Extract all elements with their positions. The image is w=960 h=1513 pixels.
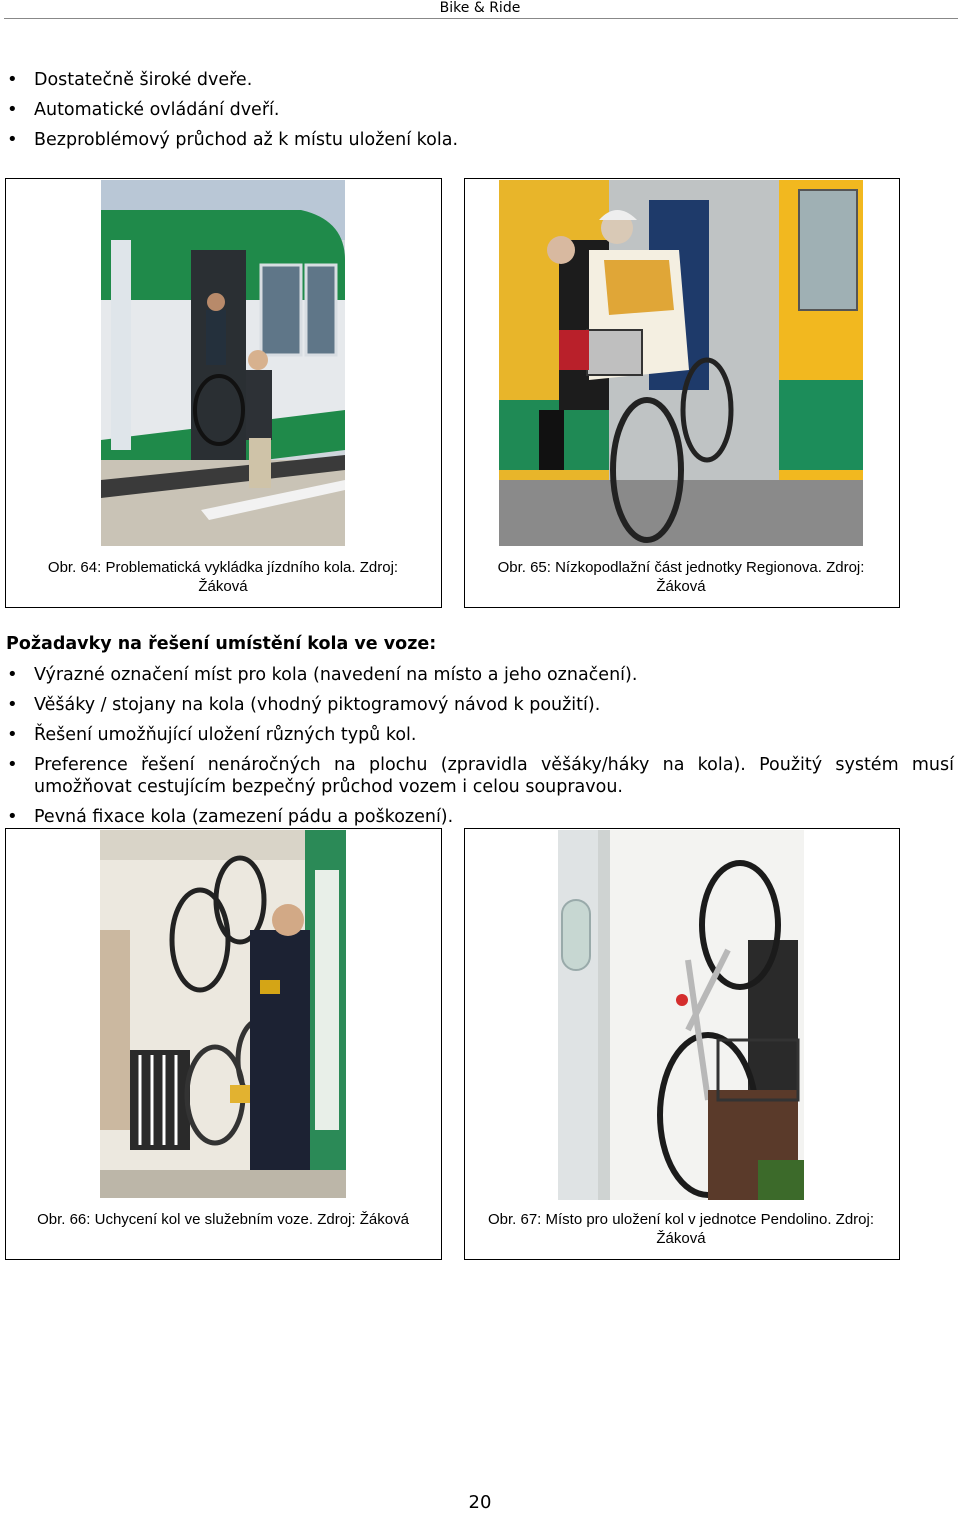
- header-title: Bike & Ride: [439, 0, 521, 16]
- caption-fig-66: Obr. 66: Uchycení kol ve služebním voze. Zdroj: Žáková: [37, 1211, 409, 1228]
- photo-pendolino-bike-place: [558, 830, 804, 1200]
- caption-fig-67: Obr. 67: Místo pro uložení kol v jednotce Pendolino. Zdroj: Žáková: [487, 1211, 875, 1247]
- caption-fig-65: Obr. 65: Nízkopodlažní část jednotky Regionova. Zdroj: Žáková: [497, 559, 865, 595]
- page-number: 20: [468, 1492, 492, 1513]
- list-item: • Výrazné označení míst pro kola (navedení na místo a jeho označení).: [0, 664, 960, 686]
- list-item: • Věšáky / stojany na kola (vhodný piktogramový návod k použití).: [0, 694, 960, 716]
- list-item: • Pevná fixace kola (zamezení pádu a poškození).: [0, 806, 960, 828]
- photo-regionova-low-floor: [499, 180, 863, 546]
- list-item: • Automatické ovládání dveří.: [0, 99, 960, 121]
- header-rule: [4, 18, 958, 19]
- list-item: • Bezproblémový průchod až k místu uložení kola.: [0, 129, 960, 151]
- list-item: • Řešení umožňující uložení různých typů kol.: [0, 724, 960, 746]
- section-heading: Požadavky na řešení umístění kola ve voze:: [6, 634, 437, 654]
- list-item: • Dostatečně široké dveře.: [0, 69, 960, 91]
- list-item: • Preference řešení nenáročných na plochu (zpravidla věšáky/háky na kola). Použitý systém musí umožňovat cestujícím bezpečný průchod vozem i celou soupravou.: [0, 754, 960, 798]
- photo-train-unloading: [101, 180, 345, 546]
- page-header: [0, 0, 960, 20]
- caption-fig-64: Obr. 64: Problematická vykládka jízdního kola. Zdroj: Žáková: [47, 559, 399, 595]
- requirements-bullet-list: [0, 664, 960, 828]
- photo-service-car-bikes: [100, 830, 346, 1198]
- top-bullet-list: [0, 69, 960, 151]
